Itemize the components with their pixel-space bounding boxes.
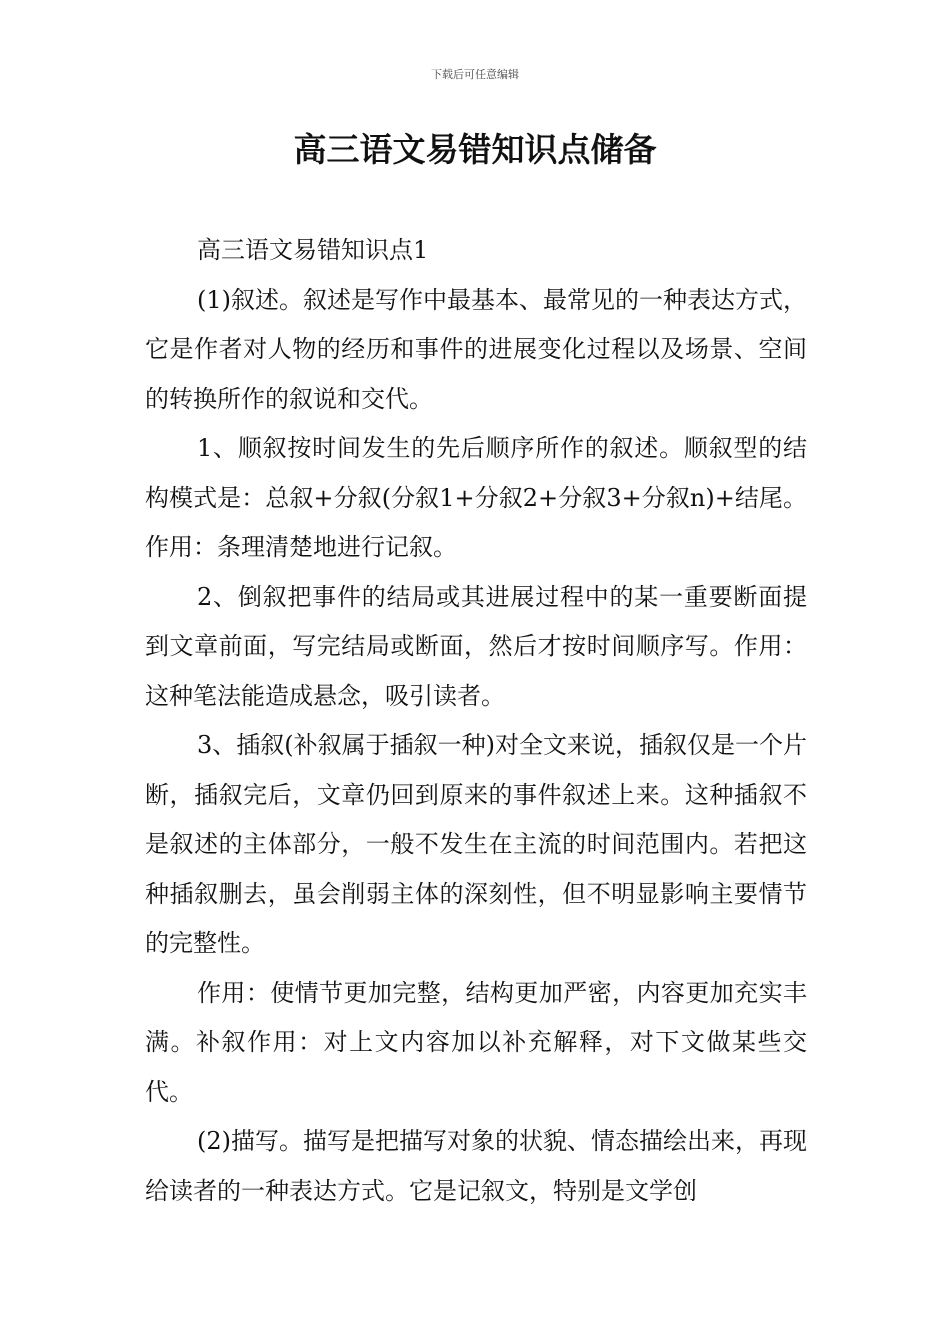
document-title: 高三语文易错知识点储备 [293,130,657,169]
paragraph-flashback: 2、倒叙把事件的结局或其进展过程中的某一重要断面提到文章前面，写完结局或断面，然后才按时间顺序写。作用：这种笔法能造成悬念，吸引读者。 [145,582,807,710]
paragraph-narration: (1)叙述。叙述是写作中最基本、最常见的一种表达方式，它是作者对人物的经历和事件的进展变化过程以及场景、空间的转换所作的叙说和交代。 [145,285,807,413]
paragraph-chronological: 1、顺叙按时间发生的先后顺序所作的叙述。顺叙型的结构模式是：总叙+分叙(分叙1+分叙2+分叙3+分叙n)+结尾。作用：条理清楚地进行记叙。 [145,434,807,561]
document-body [145,226,807,1216]
paragraph-effect: 作用：使情节更加完整，结构更加严密，内容更加充实丰满。补叙作用：对上文内容加以补充解释，对下文做某些交代。 [145,978,807,1106]
paragraph-description: (2)描写。描写是把描写对象的状貌、情态描绘出来，再现给读者的一种表达方式。它是记叙文，特别是文学创 [145,1127,807,1205]
header-note: 下载后可任意编辑 [431,68,519,81]
section-heading: 高三语文易错知识点1 [197,236,429,264]
paragraph-interpolation: 3、插叙(补叙属于插叙一种)对全文来说，插叙仅是一个片断，插叙完后，文章仍回到原来的事件叙述上来。这种插叙不是叙述的主体部分，一般不发生在主流的时间范围内。若把这种插叙删去，虽会削弱主体的深刻性，但不明显影响主要情节的完整性。 [145,731,807,957]
